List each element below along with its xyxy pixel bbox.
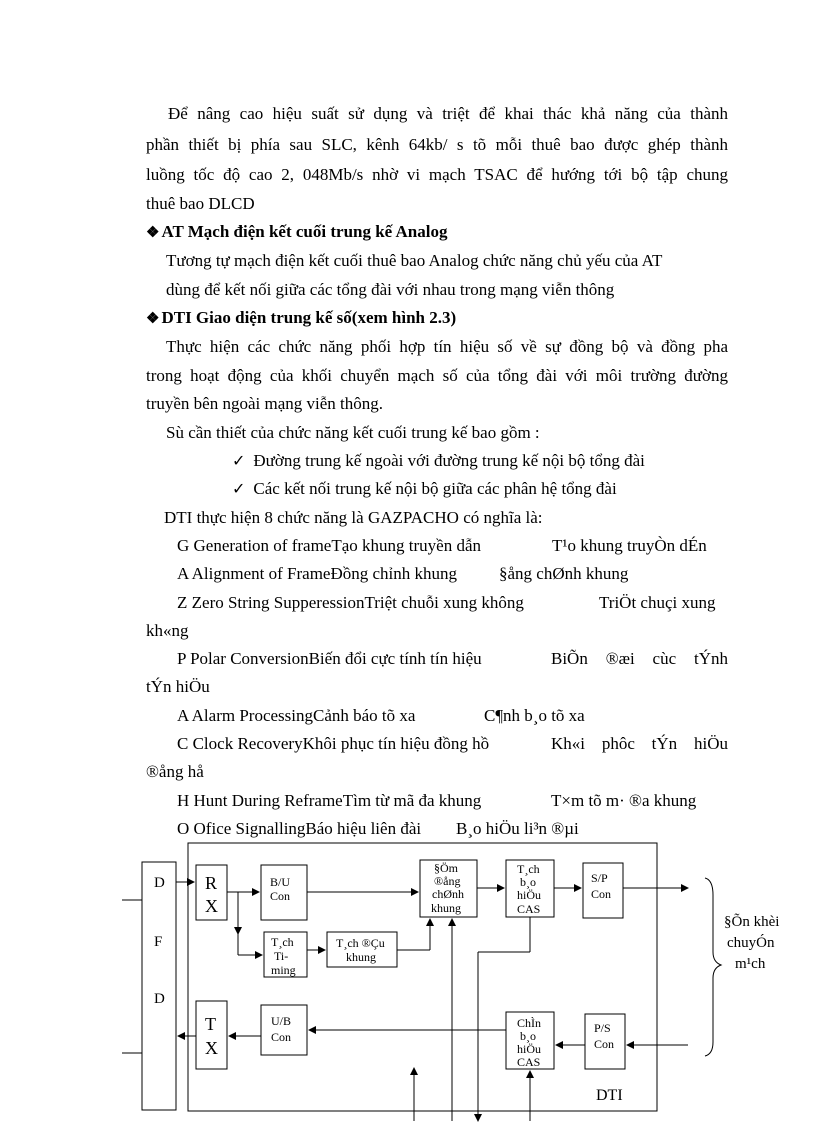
ub-con-l2: Con <box>271 1030 292 1044</box>
ps-con-l1: P/S <box>594 1021 611 1035</box>
chen-cas-l3: hiÖu <box>517 1042 541 1056</box>
dti-line-1: Thực hiện các chức năng phối hợp tín hiệu số về sự đồng bộ và đồng pha <box>166 337 728 356</box>
check-item-2 <box>232 479 617 500</box>
tach-dau-khung-l1: T¸ch ®Çu <box>336 936 385 950</box>
side-label-l1: §Õn khèi <box>724 914 780 930</box>
tach-timing-l3: ming <box>271 963 296 977</box>
checkmark-icon: ✓ <box>232 481 246 498</box>
intro-line-2: phần thiết bị phía sau SLC, kênh 64kb/ s tõ mỗi thuê bao được ghép thành <box>146 135 728 154</box>
side-label-l2: chuyÓn <box>727 935 775 951</box>
at-heading-text: AT Mạch điện kết cuối trung kế Analog <box>161 222 448 241</box>
tx-t: T <box>205 1014 216 1034</box>
check-item-2-text: Các kết nối trung kế nội bộ giữa các phân hệ tổng đài <box>253 479 617 498</box>
dem-l3: chØnh <box>432 887 464 901</box>
sp-con-l2: Con <box>591 887 612 901</box>
side-label-l3: m¹ch <box>735 956 766 972</box>
tach-timing-l1: T¸ch <box>271 935 294 949</box>
rx-r: R <box>205 873 218 893</box>
function-h: H Hunt During ReframeTìm từ mã đa khung <box>177 791 482 810</box>
function-p-garbled: BiÕn ®æi cùc tÝnh <box>551 649 728 668</box>
dfd-letter-d1: D <box>154 875 165 891</box>
dti-block-diagram <box>0 835 816 1123</box>
tach-cas-l1: T¸ch <box>517 862 540 876</box>
chen-cas-l1: ChÌn <box>517 1016 541 1030</box>
intro-line-4: thuê bao DLCD <box>146 194 255 213</box>
dfd-letter-f: F <box>154 934 163 950</box>
dti-line-2: trong hoạt động của khối chuyển mạch số của tổng đài với môi trường đường <box>146 366 728 385</box>
function-o: O Ofice SignallingBáo hiệu liên đài <box>177 819 422 838</box>
tach-cas-l3: hiÖu <box>517 888 541 902</box>
rx-x: X <box>205 896 218 916</box>
dti-outer-box <box>188 843 657 1111</box>
diamond-bullet-icon: ❖ <box>146 311 160 327</box>
intro-line-3: luồng tốc độ cao 2, 048Mb/s nhờ vi mạch TSAC để hướng tới bộ tập chung <box>146 165 728 184</box>
tach-dau-khung-l2: khung <box>346 950 376 964</box>
gazpacho-intro: DTI thực hiện 8 chức năng là GAZPACHO có nghĩa là: <box>164 508 543 527</box>
chen-cas-l2: b¸o <box>520 1029 536 1043</box>
function-p: P Polar ConversionBiến đổi cực tính tín hiệu <box>177 649 482 668</box>
dti-line-3: truyền bên ngoài mạng viễn thông. <box>146 394 384 413</box>
chen-cas-l4: CAS <box>517 1055 541 1069</box>
at-line-2: dùng để kết nối giữa các tổng đài với nhau trong mạng viễn thông <box>166 280 615 299</box>
bu-con-l1: B/U <box>270 875 291 889</box>
function-p-cont: tÝn hiÖu <box>146 677 210 696</box>
checkmark-icon: ✓ <box>232 453 246 470</box>
function-z: Z Zero String SupperessionTriệt chuỗi xung không <box>177 593 524 612</box>
function-z-cont: kh«ng <box>146 621 189 640</box>
check-item-1-text: Đường trung kế ngoài với đường trung kế nội bộ tổng đài <box>253 451 645 470</box>
intro-line-1: Để nâng cao hiệu suất sử dụng và triệt để khai thác khả năng của thành <box>168 104 728 123</box>
ps-con-l2: Con <box>594 1037 615 1051</box>
dem-l2: ®ång <box>434 874 461 888</box>
function-a2-garbled: C¶nh b¸o tõ xa <box>484 706 585 725</box>
dti-label: DTI <box>596 1087 623 1104</box>
function-c-cont: ®ång hå <box>146 762 204 781</box>
check-item-1 <box>232 451 645 472</box>
function-g: G Generation of frameTạo khung truyền dẫn <box>177 536 481 555</box>
dti-need: Sù cần thiết của chức năng kết cuối trung kế bao gồm : <box>166 423 540 442</box>
at-heading <box>146 222 448 243</box>
tach-cas-l2: b¸o <box>520 875 536 889</box>
dti-heading <box>146 308 456 329</box>
tx-box <box>196 1001 227 1069</box>
dfd-box <box>142 862 176 1110</box>
function-a2: A Alarm ProcessingCảnh báo tõ xa <box>177 706 416 725</box>
function-c: C Clock RecoveryKhôi phục tín hiệu đồng hồ <box>177 734 490 753</box>
diamond-bullet-icon: ❖ <box>146 225 160 241</box>
dem-l4: khung <box>431 901 461 915</box>
function-g-garbled: T¹o khung truyÒn dÉn <box>552 536 707 555</box>
function-h-garbled: T×m tõ m· ®a khung <box>551 791 697 810</box>
function-z-garbled: TriÖt chuçi xung <box>599 593 716 612</box>
function-c-garbled: Kh«i phôc tÝn hiÖu <box>551 734 728 753</box>
at-line-1: Tương tự mạch điện kết cuối thuê bao Analog chức năng chủ yếu của AT <box>166 251 663 270</box>
bu-con-l2: Con <box>270 889 291 903</box>
function-a-garbled: §ång chØnh khung <box>499 564 629 583</box>
function-a: A Alignment of FrameĐồng chỉnh khung <box>177 564 458 583</box>
dti-heading-text: DTI Giao diện trung kế số(xem hình 2.3) <box>161 308 457 327</box>
dem-l1: §Öm <box>434 861 458 875</box>
function-o-garbled: B¸o hiÖu li³n ®µi <box>456 819 579 838</box>
tach-cas-l4: CAS <box>517 902 541 916</box>
sp-con-l1: S/P <box>591 871 608 885</box>
dfd-letter-d2: D <box>154 991 165 1007</box>
tach-timing-l2: Ti- <box>274 949 289 963</box>
ub-con-l1: U/B <box>271 1014 292 1028</box>
tx-x: X <box>205 1038 218 1058</box>
